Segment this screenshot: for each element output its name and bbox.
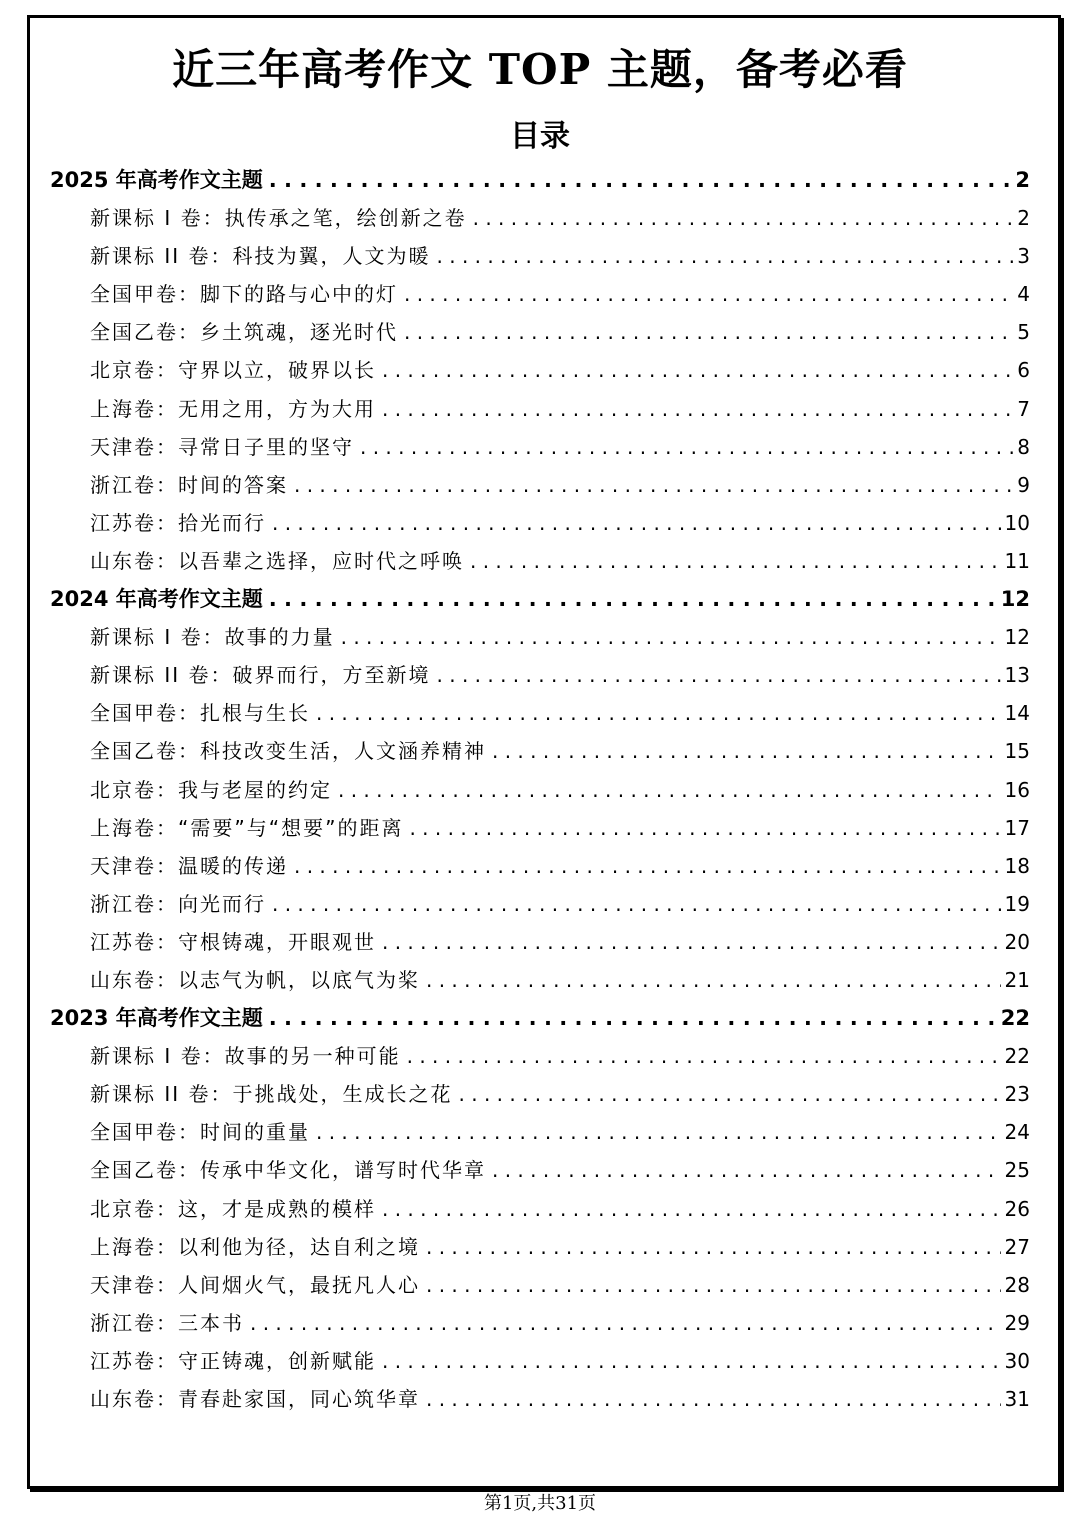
toc-entry[interactable]: [50, 961, 1030, 999]
toc-section-entry[interactable]: [50, 580, 1030, 618]
toc-page-number: 19: [1004, 891, 1030, 916]
toc-section-entry[interactable]: [50, 161, 1030, 199]
toc-entry[interactable]: [50, 1113, 1030, 1151]
toc-entry[interactable]: [50, 1266, 1030, 1304]
toc-entry-label: 全国甲卷：扎根与生长: [90, 701, 310, 726]
dot-leader: [382, 923, 1001, 961]
toc-entry[interactable]: [50, 237, 1030, 275]
toc-entry[interactable]: [50, 466, 1030, 504]
toc-entry[interactable]: [50, 504, 1030, 542]
dot-leader: [437, 656, 1001, 694]
toc-entry-label: 新课标 I 卷：故事的另一种可能: [90, 1044, 401, 1069]
dot-leader: [382, 1190, 1001, 1228]
toc-entry-label: 新课标 II 卷：科技为翼，人文为暖: [90, 244, 431, 269]
toc-page-number: 3: [1017, 244, 1030, 269]
toc-entry[interactable]: [50, 847, 1030, 885]
dot-leader: [382, 1342, 1001, 1380]
toc-page-number: 30: [1004, 1348, 1030, 1373]
toc-section-entry[interactable]: [50, 999, 1030, 1037]
toc-entry[interactable]: [50, 694, 1030, 732]
toc-entry-label: 北京卷：守界以立，破界以长: [90, 358, 376, 383]
toc-entry-label: 浙江卷：向光而行: [90, 891, 266, 916]
toc-entry[interactable]: [50, 313, 1030, 351]
toc-entry[interactable]: [50, 1151, 1030, 1189]
toc-entry-label: 新课标 II 卷：于挑战处，生成长之花: [90, 1082, 453, 1107]
dot-leader: [426, 1380, 1001, 1418]
toc-page-number: 21: [1004, 967, 1030, 992]
toc-page-number: 7: [1017, 396, 1030, 421]
toc-page-number: 26: [1004, 1196, 1030, 1221]
toc-entry-label: 浙江卷：三本书: [90, 1310, 244, 1335]
toc-heading: 目录: [510, 119, 570, 154]
dot-leader: [426, 1228, 1001, 1266]
toc-page-number: 28: [1004, 1272, 1030, 1297]
toc-entry[interactable]: [50, 351, 1030, 389]
toc-page-number: 24: [1004, 1120, 1030, 1145]
toc-page-number: 29: [1004, 1310, 1030, 1335]
toc-entry[interactable]: [50, 1037, 1030, 1075]
toc-entry[interactable]: [50, 199, 1030, 237]
toc-entry-label: 新课标 II 卷：破界而行，方至新境: [90, 663, 431, 688]
toc-entry[interactable]: [50, 732, 1030, 770]
toc-entry[interactable]: [50, 542, 1030, 580]
toc-page-number: 22: [1004, 1044, 1030, 1069]
dot-leader: [360, 428, 1013, 466]
dot-leader: [409, 809, 1000, 847]
toc-entry-label: 江苏卷：拾光而行: [90, 510, 266, 535]
document-title: 近三年高考作文 TOP 主题，备考必看: [172, 45, 908, 94]
toc-page-number: 18: [1004, 853, 1030, 878]
toc-entry-label: 全国甲卷：脚下的路与心中的灯: [90, 282, 398, 307]
table-of-contents: [50, 161, 1030, 1418]
toc-page-number: 2: [1015, 168, 1030, 192]
toc-section-label: 2025 年高考作文主题: [50, 168, 263, 192]
dot-leader: [341, 618, 1001, 656]
toc-entry[interactable]: [50, 390, 1030, 428]
toc-page-number: 10: [1004, 510, 1030, 535]
toc-entry-label: 天津卷：寻常日子里的坚守: [90, 434, 354, 459]
toc-entry-label: 全国乙卷：乡土筑魂，逐光时代: [90, 320, 398, 345]
dot-leader: [426, 961, 1001, 999]
dot-leader: [269, 580, 997, 618]
toc-entry-label: 山东卷：以吾辈之选择，应时代之呼唤: [90, 548, 464, 573]
toc-entry[interactable]: [50, 1380, 1030, 1418]
toc-page-number: 15: [1004, 739, 1030, 764]
toc-page-number: 27: [1004, 1234, 1030, 1259]
page-footer: 第1页,共31页: [483, 1493, 597, 1514]
toc-entry[interactable]: [50, 1228, 1030, 1266]
dot-leader: [269, 999, 997, 1037]
toc-page-number: 22: [1000, 1006, 1030, 1031]
toc-entry[interactable]: [50, 1075, 1030, 1113]
toc-page-number: 6: [1017, 358, 1030, 383]
toc-page-number: 12: [1004, 625, 1030, 650]
toc-entry-label: 全国甲卷：时间的重量: [90, 1120, 310, 1145]
dot-leader: [272, 504, 1001, 542]
toc-section-label: 2024 年高考作文主题: [50, 587, 263, 612]
toc-section-label: 2023 年高考作文主题: [50, 1006, 263, 1031]
toc-page-number: 16: [1004, 777, 1030, 802]
toc-page-number: 11: [1004, 548, 1030, 573]
toc-entry[interactable]: [50, 1342, 1030, 1380]
dot-leader: [404, 275, 1013, 313]
toc-entry[interactable]: [50, 885, 1030, 923]
toc-entry[interactable]: [50, 656, 1030, 694]
dot-leader: [382, 351, 1013, 389]
dot-leader: [269, 161, 1012, 199]
dot-leader: [316, 694, 1001, 732]
toc-page-number: 4: [1017, 282, 1030, 307]
toc-entry[interactable]: [50, 275, 1030, 313]
dot-leader: [272, 885, 1001, 923]
dot-leader: [294, 466, 1013, 504]
dot-leader: [250, 1304, 1001, 1342]
toc-page-number: 9: [1017, 472, 1030, 497]
dot-leader: [404, 313, 1013, 351]
toc-entry[interactable]: [50, 923, 1030, 961]
dot-leader: [437, 237, 1014, 275]
toc-entry-label: 北京卷：这，才是成熟的模样: [90, 1196, 376, 1221]
toc-page-number: 14: [1004, 701, 1030, 726]
toc-entry[interactable]: [50, 1304, 1030, 1342]
dot-leader: [470, 542, 1001, 580]
toc-page-number: 23: [1004, 1082, 1030, 1107]
dot-leader: [492, 732, 1001, 770]
toc-entry[interactable]: [50, 809, 1030, 847]
toc-entry-label: 江苏卷：守正铸魂，创新赋能: [90, 1348, 376, 1373]
dot-leader: [459, 1075, 1001, 1113]
toc-entry-label: 山东卷：青春赴家国，同心筑华章: [90, 1387, 420, 1411]
dot-leader: [492, 1151, 1001, 1189]
dot-leader: [473, 199, 1014, 237]
toc-page-number: 8: [1017, 434, 1030, 459]
toc-entry-label: 新课标 I 卷：执传承之笔，绘创新之卷: [90, 206, 467, 231]
toc-page-number: 12: [1000, 587, 1030, 612]
toc-entry-label: 浙江卷：时间的答案: [90, 472, 288, 497]
toc-entry[interactable]: [50, 771, 1030, 809]
toc-entry[interactable]: [50, 618, 1030, 656]
toc-entry-label: 上海卷：无用之用，方为大用: [90, 396, 376, 421]
toc-entry[interactable]: [50, 428, 1030, 466]
toc-page-number: 17: [1004, 815, 1030, 840]
toc-entry-label: 全国乙卷：传承中华文化，谱写时代华章: [90, 1158, 486, 1183]
toc-entry-label: 江苏卷：守根铸魂，开眼观世: [90, 929, 376, 954]
dot-leader: [407, 1037, 1001, 1075]
toc-entry-label: 上海卷：“需要”与“想要”的距离: [90, 815, 404, 840]
toc-entry-label: 天津卷：温暖的传递: [90, 853, 288, 878]
toc-page-number: 31: [1004, 1387, 1030, 1411]
toc-entry-label: 上海卷：以利他为径，达自利之境: [90, 1234, 420, 1259]
dot-leader: [426, 1266, 1001, 1304]
toc-entry-label: 北京卷：我与老屋的约定: [90, 777, 332, 802]
dot-leader: [382, 390, 1013, 428]
toc-entry-label: 天津卷：人间烟火气，最抚凡人心: [90, 1272, 420, 1297]
toc-page-number: 25: [1004, 1158, 1030, 1183]
toc-page-number: 2: [1017, 206, 1030, 231]
dot-leader: [294, 847, 1001, 885]
toc-page-number: 5: [1017, 320, 1030, 345]
toc-entry-label: 新课标 I 卷：故事的力量: [90, 625, 335, 650]
dot-leader: [338, 771, 1001, 809]
toc-page-number: 20: [1004, 929, 1030, 954]
toc-entry[interactable]: [50, 1190, 1030, 1228]
dot-leader: [316, 1113, 1001, 1151]
toc-entry-label: 山东卷：以志气为帆，以底气为桨: [90, 967, 420, 992]
toc-page-number: 13: [1004, 663, 1030, 688]
toc-entry-label: 全国乙卷：科技改变生活，人文涵养精神: [90, 739, 486, 764]
